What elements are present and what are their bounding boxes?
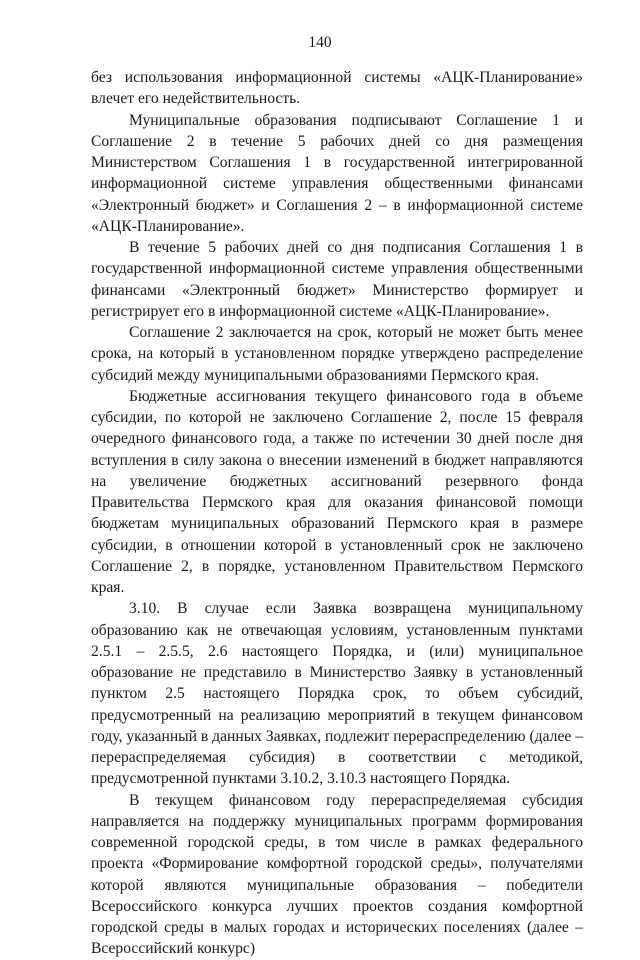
- page-number: 140: [308, 34, 332, 51]
- paragraph-1: без использования информационной системы «АЦК-Планирование» влечет его недействительность.: [91, 69, 583, 108]
- paragraph-6: 3.10. В случае если Заявка возвращена муниципальному образованию как не отвечающая условиям, установленным пунктами 2.5.1 – 2.5.5, 2.6 настоящего Порядка, и (или) муниципальное образование не представило в Министерство Заявку в установленный пунктом 2.5 настоящего Порядка срок, то объем субсидий, предусмотренный на реализацию мероприятий в текущем финансовом году, указанный в данных Заявках, подлежит перераспределению (далее – перераспределяемая субсидия) в соответствии с методикой, предусмотренной пунктами 3.10.2, 3.10.3 настоящего Порядка.: [91, 600, 583, 788]
- paragraph-7: В текущем финансовом году перераспределяемая субсидия направляется на поддержку муниципальных программ формирования современной городской среды, в том числе в рамках федерального проекта «Формирование комфортной городской среды», получателями которой являются муниципальные образования – победители Всероссийского конкурса лучших проектов создания комфортной городской среды в малых городах и исторических поселениях (далее – Всероссийский конкурс): [91, 791, 583, 958]
- paragraph-5: Бюджетные ассигнования текущего финансового года в объеме субсидии, по которой не заключено Соглашение 2, после 15 февраля очередного финансового года, а также по истечении 30 дней после дня вступления в силу закона о внесении изменений в бюджет направляются на увеличение бюджетных ассигнований резервного фонда Правительства Пермского края для оказания финансовой помощи бюджетам муниципальных образований Пермского края в размере субсидии, в отношении которой в установленный срок не заключено Соглашение 2, в порядке, установленном Правительством Пермского края.: [91, 387, 583, 596]
- paragraph-4: Соглашение 2 заключается на срок, который не может быть менее срока, на который в установленном порядке утверждено распределение субсидий между муниципальными образованиями Пермского края.: [91, 324, 583, 384]
- paragraph-3: В течение 5 рабочих дней со дня подписания Соглашения 1 в государственной информационной системе управления общественными финансами «Электронный бюджет» Министерство формирует и регистрирует его в информационной системе «АЦК-Планирование».: [91, 239, 583, 320]
- paragraph-2: Муниципальные образования подписывают Соглашение 1 и Соглашение 2 в течение 5 рабочих дней со дня размещения Министерством Соглашения 1 в государственной интегрированной информационной системе управления общественными финансами «Электронный бюджет» и Соглашения 2 – в информационной системе «АЦК-Планирование».: [91, 111, 583, 235]
- document-body: [91, 67, 583, 960]
